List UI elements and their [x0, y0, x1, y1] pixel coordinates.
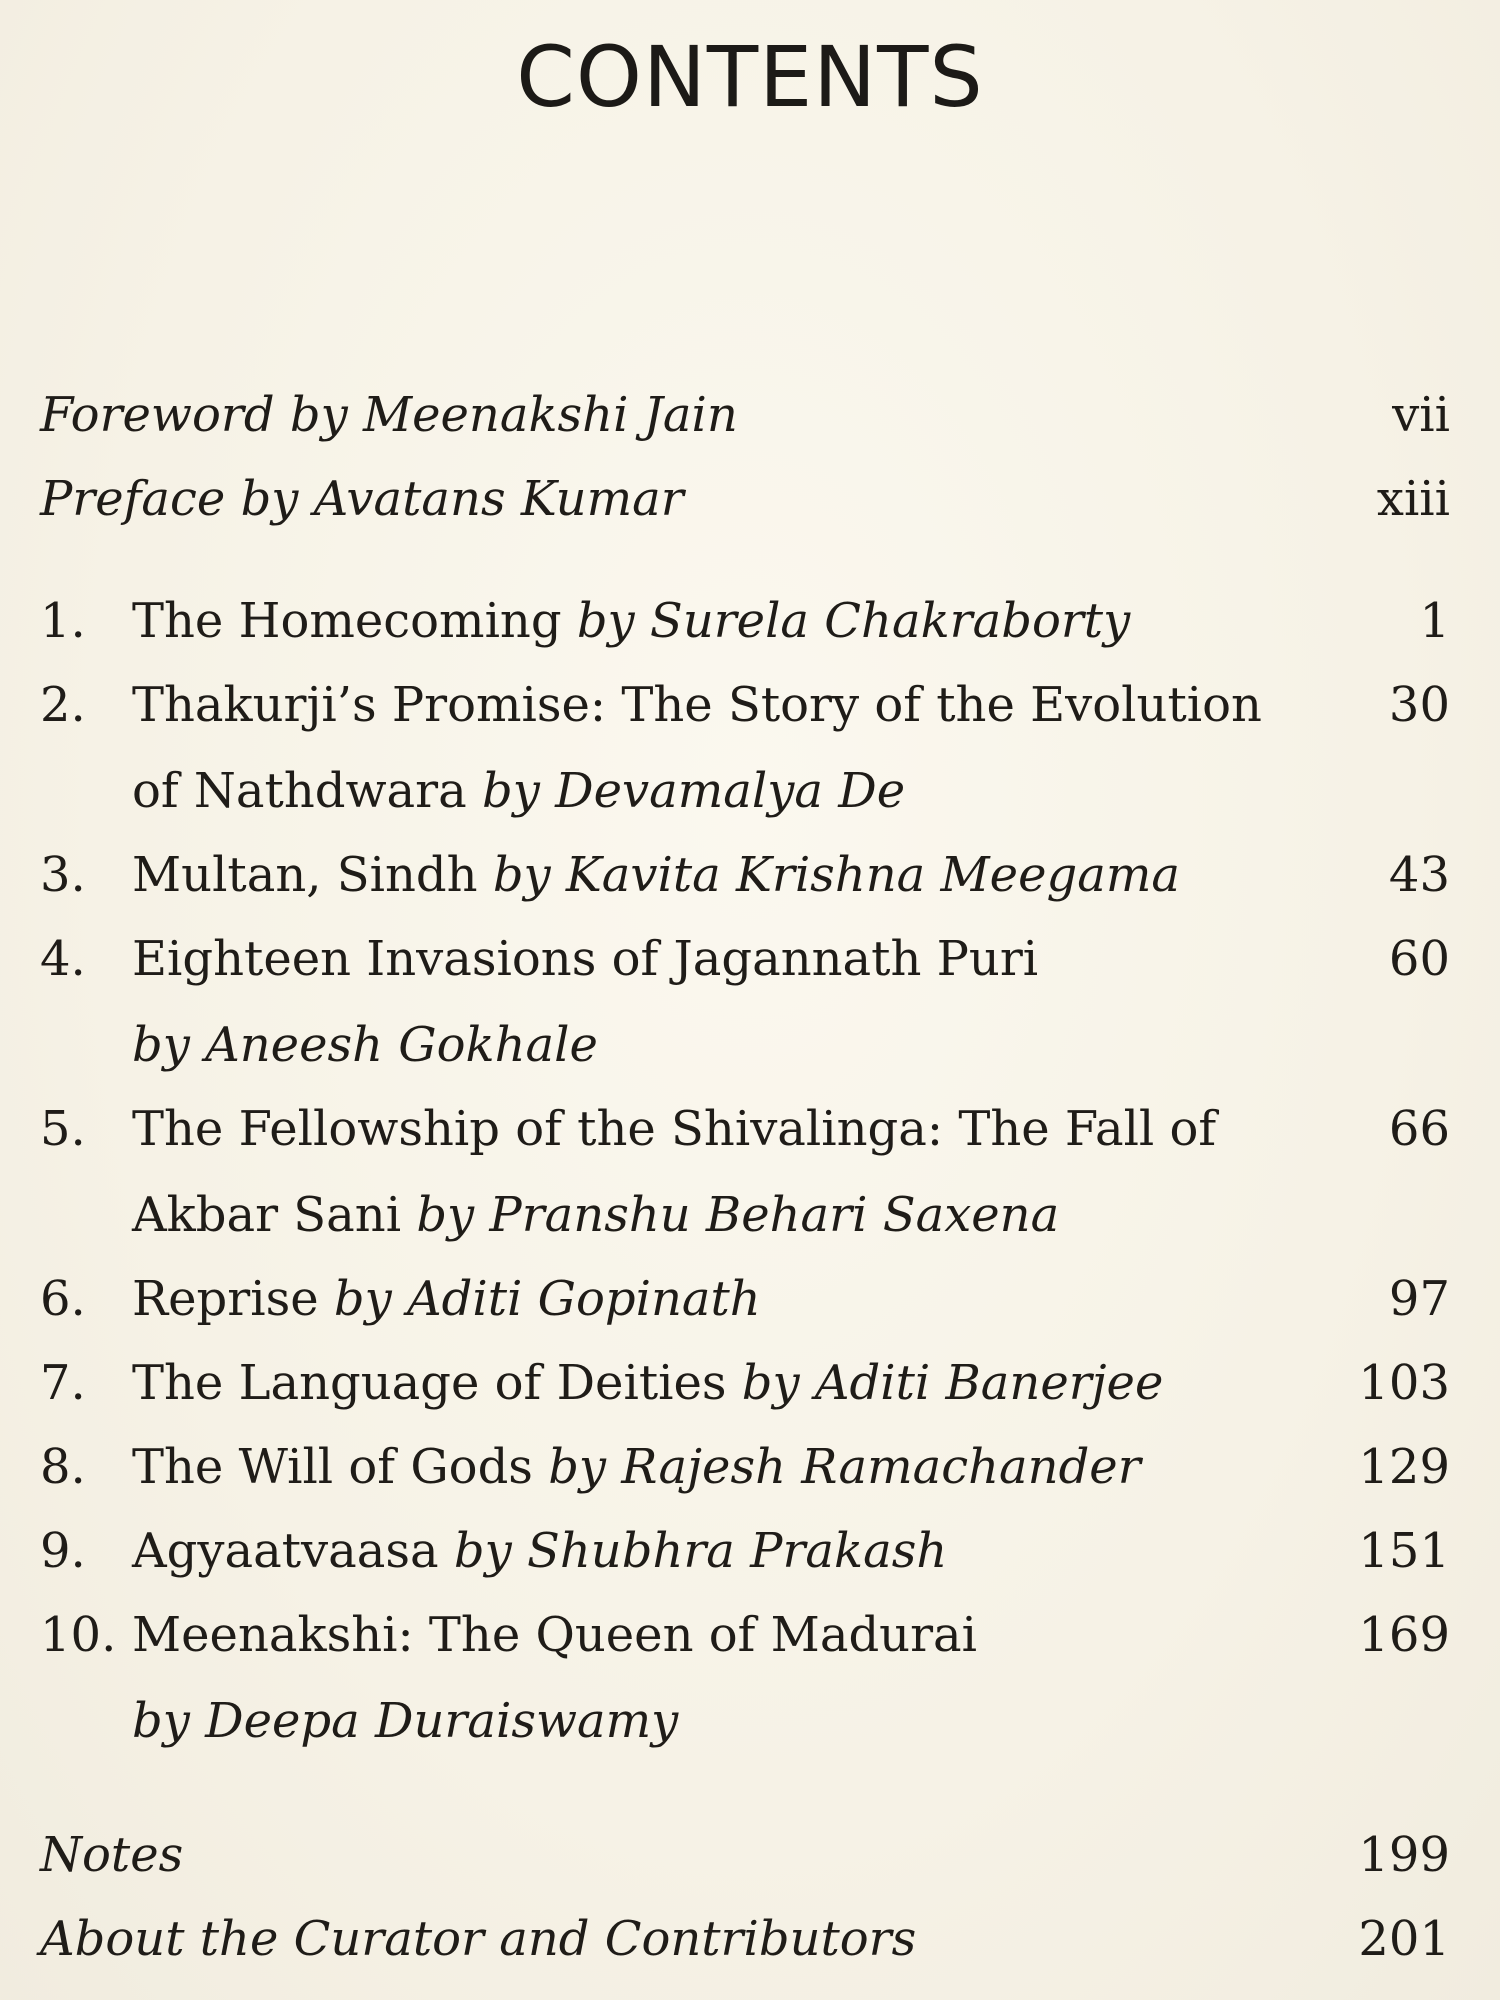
chapter-number: 4.	[40, 931, 86, 987]
entry-title: Notes	[40, 1827, 184, 1883]
chapter-title: Reprise	[132, 1271, 319, 1327]
toc-entry-preface[interactable]	[40, 456, 1450, 542]
chapter-title: The Language of Deities	[132, 1355, 727, 1411]
chapter-number: 7.	[40, 1355, 86, 1411]
toc-entry-chapter-9[interactable]	[40, 1508, 1450, 1594]
page-title: CONTENTS	[516, 28, 984, 126]
chapter-author: by Devamalya De	[482, 763, 906, 819]
chapter-title: The Homecoming	[132, 593, 562, 649]
chapter-author: by Kavita Krishna Meegama	[492, 847, 1180, 903]
chapter-number: 1.	[40, 593, 86, 649]
chapter-title-line	[132, 1340, 1163, 1426]
toc-entry-chapter-4[interactable]	[40, 916, 1450, 1073]
chapter-title-line	[132, 832, 1180, 918]
entry-page-number: 43	[1388, 847, 1450, 903]
chapter-title-continuation: Akbar Sani	[132, 1187, 402, 1243]
toc-entry-chapter-3[interactable]	[40, 832, 1450, 918]
entry-page-number: 201	[1358, 1911, 1450, 1967]
chapter-number: 6.	[40, 1271, 86, 1327]
entry-page-number: 60	[1388, 931, 1450, 987]
entry-page-number: vii	[1392, 387, 1450, 443]
entry-page-number: 66	[1388, 1101, 1450, 1157]
chapter-author: by Deepa Duraiswamy	[132, 1693, 679, 1749]
chapter-title-line	[132, 1508, 947, 1594]
toc-entry-chapter-7[interactable]	[40, 1340, 1450, 1426]
entry-page-number: 129	[1358, 1439, 1450, 1495]
entry-title: About the Curator and Contributors	[40, 1911, 917, 1967]
chapter-number: 9.	[40, 1523, 86, 1579]
chapter-number: 10.	[40, 1607, 117, 1663]
toc-entry-chapter-10[interactable]	[40, 1592, 1450, 1749]
chapter-author: by Aditi Banerjee	[741, 1355, 1164, 1411]
toc-entry-chapter-2[interactable]	[40, 662, 1450, 819]
chapter-title-line	[132, 1424, 1141, 1510]
entry-page-number: xiii	[1376, 471, 1450, 527]
entry-page-number: 1	[1419, 593, 1450, 649]
chapter-title: Thakurji’s Promise: The Story of the Evolution	[132, 677, 1262, 733]
chapter-title: Agyaatvaasa	[132, 1523, 439, 1579]
chapter-title-line-2	[132, 748, 905, 834]
chapter-title-line-2	[132, 1172, 1059, 1258]
toc-entry-chapter-5[interactable]	[40, 1086, 1450, 1243]
toc-entry-chapter-8[interactable]	[40, 1424, 1450, 1510]
entry-page-number: 151	[1358, 1523, 1450, 1579]
entry-title: Foreword by Meenakshi Jain	[40, 387, 738, 443]
chapter-author: by Surela Chakraborty	[576, 593, 1131, 649]
chapter-title: The Will of Gods	[132, 1439, 533, 1495]
toc-entry-chapter-6[interactable]	[40, 1256, 1450, 1342]
chapter-author: by Aneesh Gokhale	[132, 1017, 598, 1073]
chapter-title: Meenakshi: The Queen of Madurai	[132, 1607, 977, 1663]
chapter-number: 2.	[40, 677, 86, 733]
chapter-title-line	[132, 1256, 761, 1342]
chapter-title: Multan, Sindh	[132, 847, 478, 903]
chapter-author: by Aditi Gopinath	[333, 1271, 761, 1327]
toc-entry-notes[interactable]	[40, 1812, 1450, 1898]
chapter-number: 3.	[40, 847, 86, 903]
entry-title: Preface by Avatans Kumar	[40, 471, 684, 527]
chapter-title: Eighteen Invasions of Jagannath Puri	[132, 931, 1039, 987]
chapter-author: by Rajesh Ramachander	[548, 1439, 1141, 1495]
entry-page-number: 30	[1388, 677, 1450, 733]
toc-entry-foreword[interactable]	[40, 372, 1450, 458]
chapter-title: The Fellowship of the Shivalinga: The Fall of	[132, 1101, 1217, 1157]
chapter-author: by Pranshu Behari Saxena	[416, 1187, 1060, 1243]
entry-page-number: 199	[1358, 1827, 1450, 1883]
entry-page-number: 103	[1358, 1355, 1450, 1411]
entry-page-number: 97	[1388, 1271, 1450, 1327]
toc-entry-about-contributors[interactable]	[40, 1896, 1450, 1982]
chapter-title-line	[132, 578, 1130, 664]
chapter-number: 8.	[40, 1439, 86, 1495]
toc-entry-chapter-1[interactable]	[40, 578, 1450, 664]
chapter-author: by Shubhra Prakash	[453, 1523, 948, 1579]
entry-page-number: 169	[1358, 1607, 1450, 1663]
chapter-number: 5.	[40, 1101, 86, 1157]
chapter-title-continuation: of Nathdwara	[132, 763, 467, 819]
